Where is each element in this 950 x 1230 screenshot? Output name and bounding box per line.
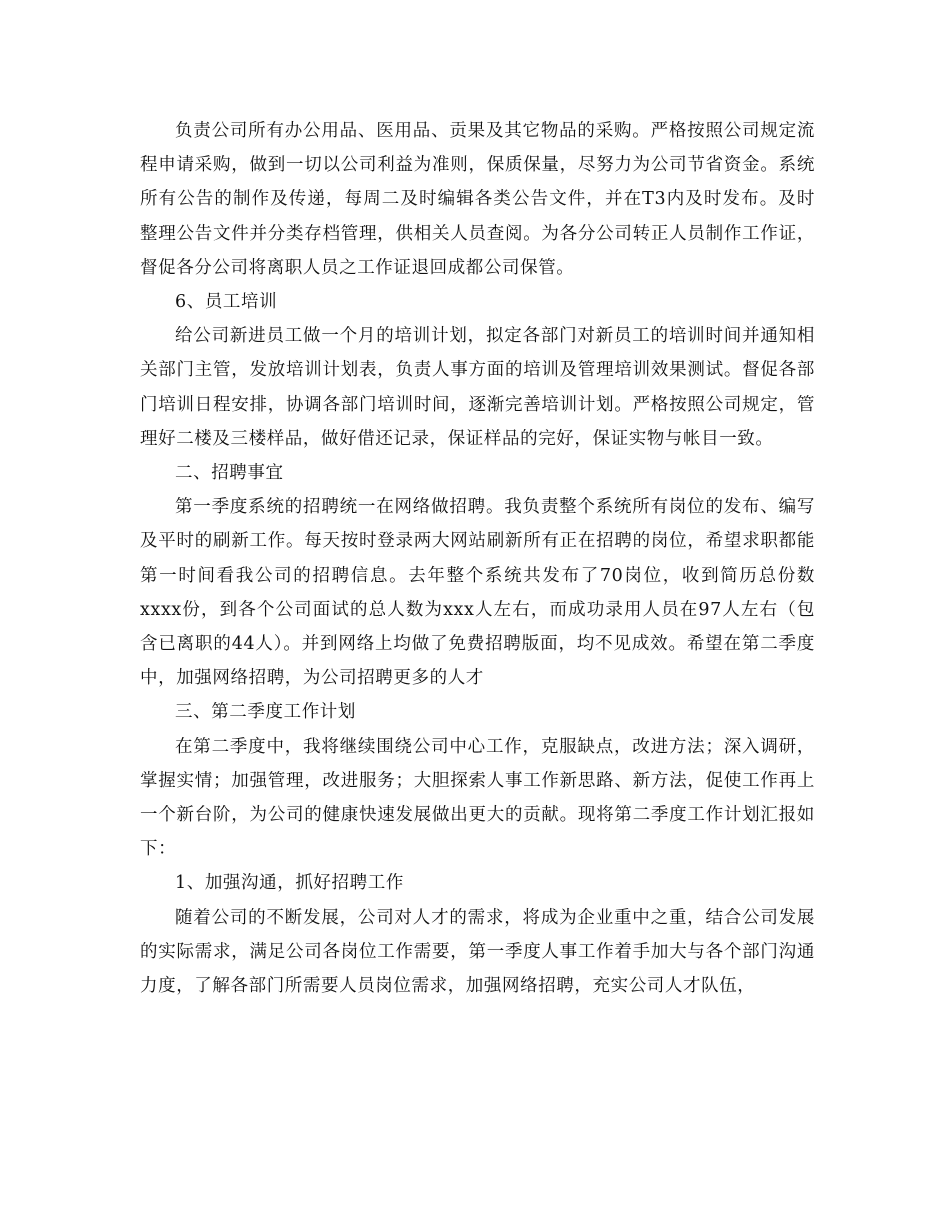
document-body [140,114,815,1003]
paragraph-communication: 随着公司的不断发展，公司对人才的需求，将成为企业重中之重，结合公司发展的实际需求，满足公司各岗位工作需要，第一季度人事工作着手加大与各个部门沟通力度，了解各部门所需要人员岗位需求，加强网络招聘，充实公司人才队伍， [140,907,815,997]
heading-employee-training: 6、员工培训 [175,292,278,313]
paragraph-training: 给公司新进员工做一个月的培训计划，拟定各部门对新员工的培训时间并通知相关部门主管，发放培训计划表，负责人事方面的培训及管理培训效果测试。督促各部门培训日程安排，协调各部门培训时间，逐渐完善培训计划。严格按照公司规定，管理好二楼及三楼样品，做好借还记录，保证样品的完好，保证实物与帐目一致。 [140,326,815,449]
heading-recruitment: 二、招聘事宜 [175,463,284,484]
paragraph-procurement: 负责公司所有办公用品、医用品、贡果及其它物品的采购。严格按照公司规定流程申请采购，做到一切以公司利益为准则，保质保量，尽努力为公司节省资金。系统所有公告的制作及传递，每周二及时编辑各类公告文件，并在T3内及时发布。及时整理公告文件并分类存档管理，供相关人员查阅。为各分公司转正人员制作工作证，督促各分公司将离职人员之工作证退回成都公司保管。 [140,121,815,278]
paragraph-recruitment: 第一季度系统的招聘统一在网络做招聘。我负责整个系统所有岗位的发布、编写及平时的刷新工作。每天按时登录两大网站刷新所有正在招聘的岗位，希望求职都能第一时间看我公司的招聘信息。去年整个系统共发布了70岗位，收到简历总份数xxxx份，到各个公司面试的总人数为xxx人左右，而成功录用人员在97人左右（包含已离职的44人）。并到网络上均做了免费招聘版面，均不见成效。希望在第二季度中，加强网络招聘，为公司招聘更多的人才 [140,497,815,689]
paragraph-q2-plan: 在第二季度中，我将继续围绕公司中心工作，克服缺点，改进方法；深入调研，掌握实情；加强管理，改进服务；大胆探索人事工作新思路、新方法，促使工作再上一个新台阶，为公司的健康快速发展做出更大的贡献。现将第二季度工作计划汇报如下： [140,736,815,860]
heading-q2-plan: 三、第二季度工作计划 [175,702,356,723]
heading-communication: 1、加强沟通，抓好招聘工作 [175,873,404,894]
